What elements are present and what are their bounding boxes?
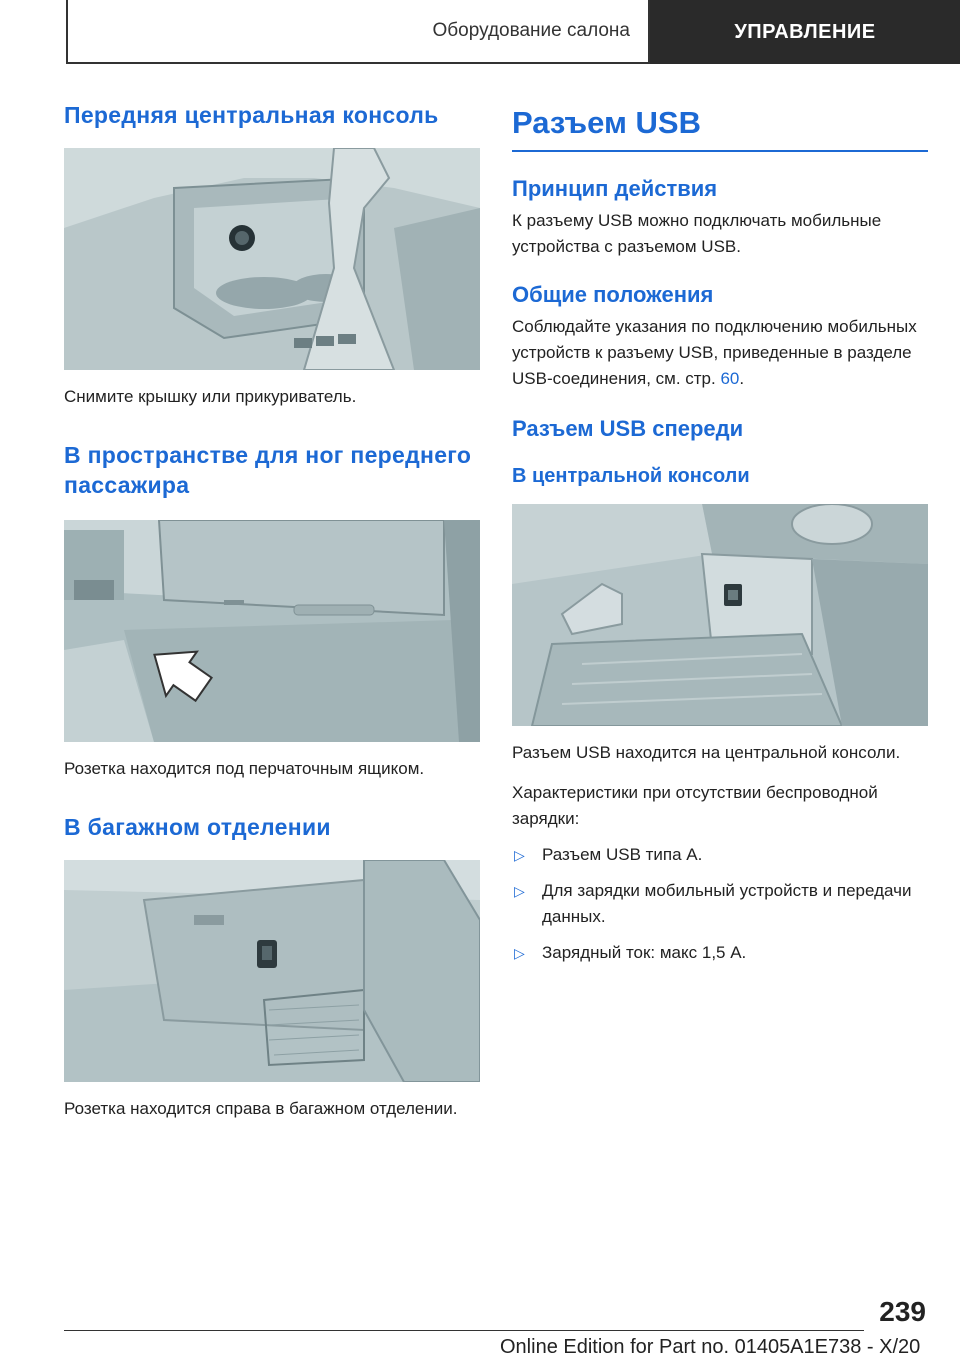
triangle-bullet-icon: ▷ (514, 945, 525, 961)
console-socket-photo (64, 148, 480, 370)
heading-front-console: Передняя центральная консоль (64, 102, 439, 128)
edition-text: Online Edition for Part no. 01405A1E738 - X/20 (500, 1336, 921, 1358)
text-principle: К разъему USB можно подключать мобильные устройства с разъемом USB. (512, 211, 882, 256)
caption-footwell: Розетка находится под перчаточным ящиком. (64, 759, 425, 778)
heading-center-console: В центральной консоли (512, 465, 750, 487)
text-general (512, 314, 928, 392)
page-link[interactable]: 60 (720, 369, 740, 388)
page-header (66, 0, 960, 64)
heading-general: Общие положения (512, 282, 714, 307)
right-column (512, 100, 928, 976)
triangle-bullet-icon: ▷ (514, 847, 525, 863)
list-item: ▷ Зарядный ток: макс 1,5 A. (512, 940, 928, 966)
list-item: ▷ Разъем USB типа A. (512, 842, 928, 868)
text-features: Характеристики при отсутствии беспроводной зарядки: (512, 783, 878, 828)
trunk-socket-photo (64, 860, 480, 1082)
text-general-end: . (739, 369, 745, 388)
list-item: ▷ Для зарядки мобильный устройств и передачи данных. (512, 878, 928, 930)
heading-trunk: В багажном отделении (64, 814, 331, 840)
footwell-socket-photo (64, 520, 480, 742)
feature-list (512, 842, 928, 966)
heading-usb-front: Разъем USB спереди (512, 416, 744, 441)
chapter-title: УПРАВЛЕНИЕ (650, 0, 960, 64)
text-general-body: Соблюдайте указания по подключению мобильных устройств к разъему USB, приведенные в разделе USB-соединения, см. стр. (512, 317, 917, 388)
heading-footwell: В пространстве для ног переднего пассажира (64, 442, 472, 498)
triangle-bullet-icon: ▷ (514, 883, 525, 899)
caption-console: Снимите крышку или прикуриватель. (64, 387, 357, 406)
caption-trunk: Розетка находится справа в багажном отделении. (64, 1099, 458, 1118)
heading-principle: Принцип действия (512, 176, 718, 201)
page-number: 239 (879, 1296, 926, 1327)
caption-usb: Разъем USB находится на центральной консоли. (512, 743, 901, 762)
section-title: Оборудование салона (66, 0, 650, 64)
left-column (64, 100, 480, 1122)
usb-console-photo (512, 504, 928, 726)
footer-rule (64, 1330, 864, 1331)
heading-usb: Разъем USB (512, 102, 928, 152)
